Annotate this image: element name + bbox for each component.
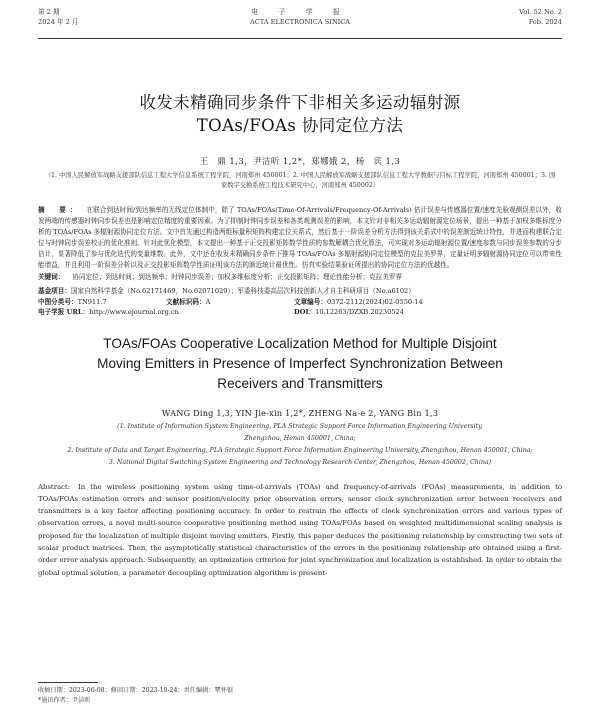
abstract-cn-text: 在联合到达时间/到达频率的无线定位体制中，除了 TOAs/FOAs(Time-Of-Arrivals/Frequency-Of-Arrivals) 估计误差与传感器位置/速度先验观测误差以外，收发两端的传感器时钟同步误差也是影响定位精度的重要因素。为了抑制时钟同步误差和各类观测误差的影响，本文针对非相关多运动辐射源定位场景，提出一种基于加权多维标度分析的 TOAs/FOAs 多辐射源协同定位方法。文中首先通过构造两组标量积矩阵构建定位关系式，然后基于一阶误差分析方法得到该关系式中的误差渐近统计特性，并进而构建联合定位与时钟同步误差校正的优化准则。针对此优化模型，本文提出一种基于正交投影矩阵数学性质的参数解耦合优化算法，可实现对多运动辐射源位置/速度参数与同步误差参数的分步估计，显著降低了参与优化迭代的变量维数。此外，文中还在收发未精确同步条件下推导 TOAs/FOAs 多辐射源协同定位模型的克拉美罗界，定量证明多辐射源协同定位可以带来性能增益，并且利用一阶误差分析以及正交投影矩阵数学性质证明该方法的渐近统计最优性。仿真实验结果验证所提出的协同定位方法的优越性。: [38, 206, 563, 269]
footnote-divider: [38, 682, 98, 683]
keywords-cn-label: 关键词：: [38, 273, 65, 281]
header-center: [38, 7, 562, 27]
footnotes: [38, 682, 562, 706]
title-en-line-2: Moving Emitters in Presence of Imperfect Synchronization Between: [97, 355, 503, 371]
url-label: 电子学报 URL：: [38, 308, 90, 316]
journal-name-cn: 电 子 学 报: [251, 8, 349, 16]
affiliation-en-line-3: 2. Institute of Data and Target Engineering, PLA Strategic Support Force Information Engineering University, Zhengzhou, Henan 450001, China;: [67, 446, 533, 454]
footnote-dates: 收稿日期：2023-06-08；修回日期：2023-10-24；责任编辑：覃怀银: [38, 687, 234, 694]
title-en-line-3: Receivers and Transmitters: [217, 375, 383, 391]
journal-url-link[interactable]: http://www.ejournal.org.cn: [89, 308, 179, 316]
article-number-value: 0372-2112(2024)02-0550-14: [326, 297, 423, 306]
affiliations-cn: （1. 中国人民解放军战略支援部队信息工程大学信息系统工程学院，河南郑州 450001；2. 中国人民解放军战略支援部队信息工程大学数据与目标工程学院，河南郑州 450001；3. 国家数字交换系统工程技术研究中心，河南郑州 450002）: [44, 172, 556, 189]
url-doi-row: [38, 307, 562, 318]
volume-number: Vol. 52 No. 2: [519, 8, 562, 16]
authors-en: WANG Ding 1,3, YIN Jie-xin 1,2*, ZHENG Na-e 2, YANG Bin 1,3: [161, 407, 439, 418]
journal-name-en: ACTA ELECTRONICA SINICA: [249, 18, 351, 26]
footnote-corresponding-author: *通讯作者：尹洁昕: [38, 697, 91, 704]
keywords-cn: [38, 272, 562, 283]
title-cn-line-1: 收发未精确同步条件下非相关多运动辐射源: [139, 93, 461, 112]
affiliation-en-line-2: Zhengzhou, Henan 450001, China;: [244, 434, 356, 442]
doc-code-label: 文献标识码：: [166, 297, 206, 306]
date-cn: 2024 年 2 月: [38, 18, 79, 26]
clc-value: TN911.7: [77, 297, 107, 306]
abstract-cn: [38, 205, 562, 271]
affiliation-en-line-1: (1. Institute of Information System Engineering, PLA Strategic Support Force Information Engineering University,: [117, 422, 483, 430]
clc-label: 中图分类号：: [38, 297, 78, 306]
abstract-en-label: Abstract:: [38, 482, 71, 491]
fund-text: 国家自然科学基金（No.62171469，No.62071029）；军委科技委高层次科技创新人才自主科研项目（No.a6102）: [70, 287, 415, 295]
keywords-cn-text: 协同定位；到达时间；到达频率；时钟同步误差；加权多维标度分析；正交投影矩阵；理论性能分析；克拉美罗界: [72, 273, 403, 281]
doc-code-value: A: [205, 297, 211, 306]
issue-cn: 第 2 期: [38, 8, 60, 16]
fund-row: [38, 286, 562, 297]
title-en-line-1: TOAs/FOAs Cooperative Localization Method for Multiple Disjoint: [103, 335, 497, 351]
classification-row: [38, 297, 562, 308]
date-en: Feb. 2024: [528, 18, 562, 26]
authors-cn: 王 鼎 1,3，尹洁昕 1,2*，郑娜娥 2，杨 宾 1,3: [199, 156, 401, 166]
affiliation-en-line-4: 3. National Digital Switching System Engineering and Technology Research Center, Zhengzhou, Henan 450002, China): [108, 458, 492, 466]
fund-label: 基金项目：: [38, 287, 71, 295]
abstract-en: [38, 481, 562, 579]
header-right: [519, 7, 562, 27]
article-metadata: [38, 286, 562, 318]
article-number-label: 文章编号：: [294, 297, 327, 306]
doi-label: DOI：: [294, 308, 316, 316]
title-en: [38, 334, 562, 394]
doi-link[interactable]: 10.12263/DZXB.20230524: [315, 308, 404, 316]
abstract-en-text: In the wireless positioning system using time-of-arrivals (TOAs) and frequency-of-arrivals (FOAs) measurements, in addition to TOAs/FOAs estimation errors and sensor position/velocity prior observation errors, sensor clock synchronization error between receivers and transmitters is a key factor affecting positioning accuracy. In order to restrain the effects of clock synchronization errors and various types of observation errors, a novel multi-source cooperative positioning method using TOAs/FOAs based on weighted multidimensional scaling analysis is proposed for the localization of multiple disjoint moving emitters. Firstly, this paper deduces the positioning relationship by constructing two sets of scalar product matrices. Then, the asymptotically statistical characteristics of the errors in the positioning relationship are obtained using a first-order error analysis approach. Subsequently, an optimization criterion for joint synchronization and localization is established. In order to obtain the global optimal solution, a parameter decoupling optimization algorithm is present-: [38, 482, 562, 577]
title-cn-line-2: TOAs/FOAs 协同定位方法: [196, 116, 404, 135]
affiliations-en: [38, 421, 562, 469]
title-cn: [38, 91, 562, 137]
running-header: [38, 0, 562, 39]
abstract-cn-label: 摘 要：: [38, 206, 81, 214]
